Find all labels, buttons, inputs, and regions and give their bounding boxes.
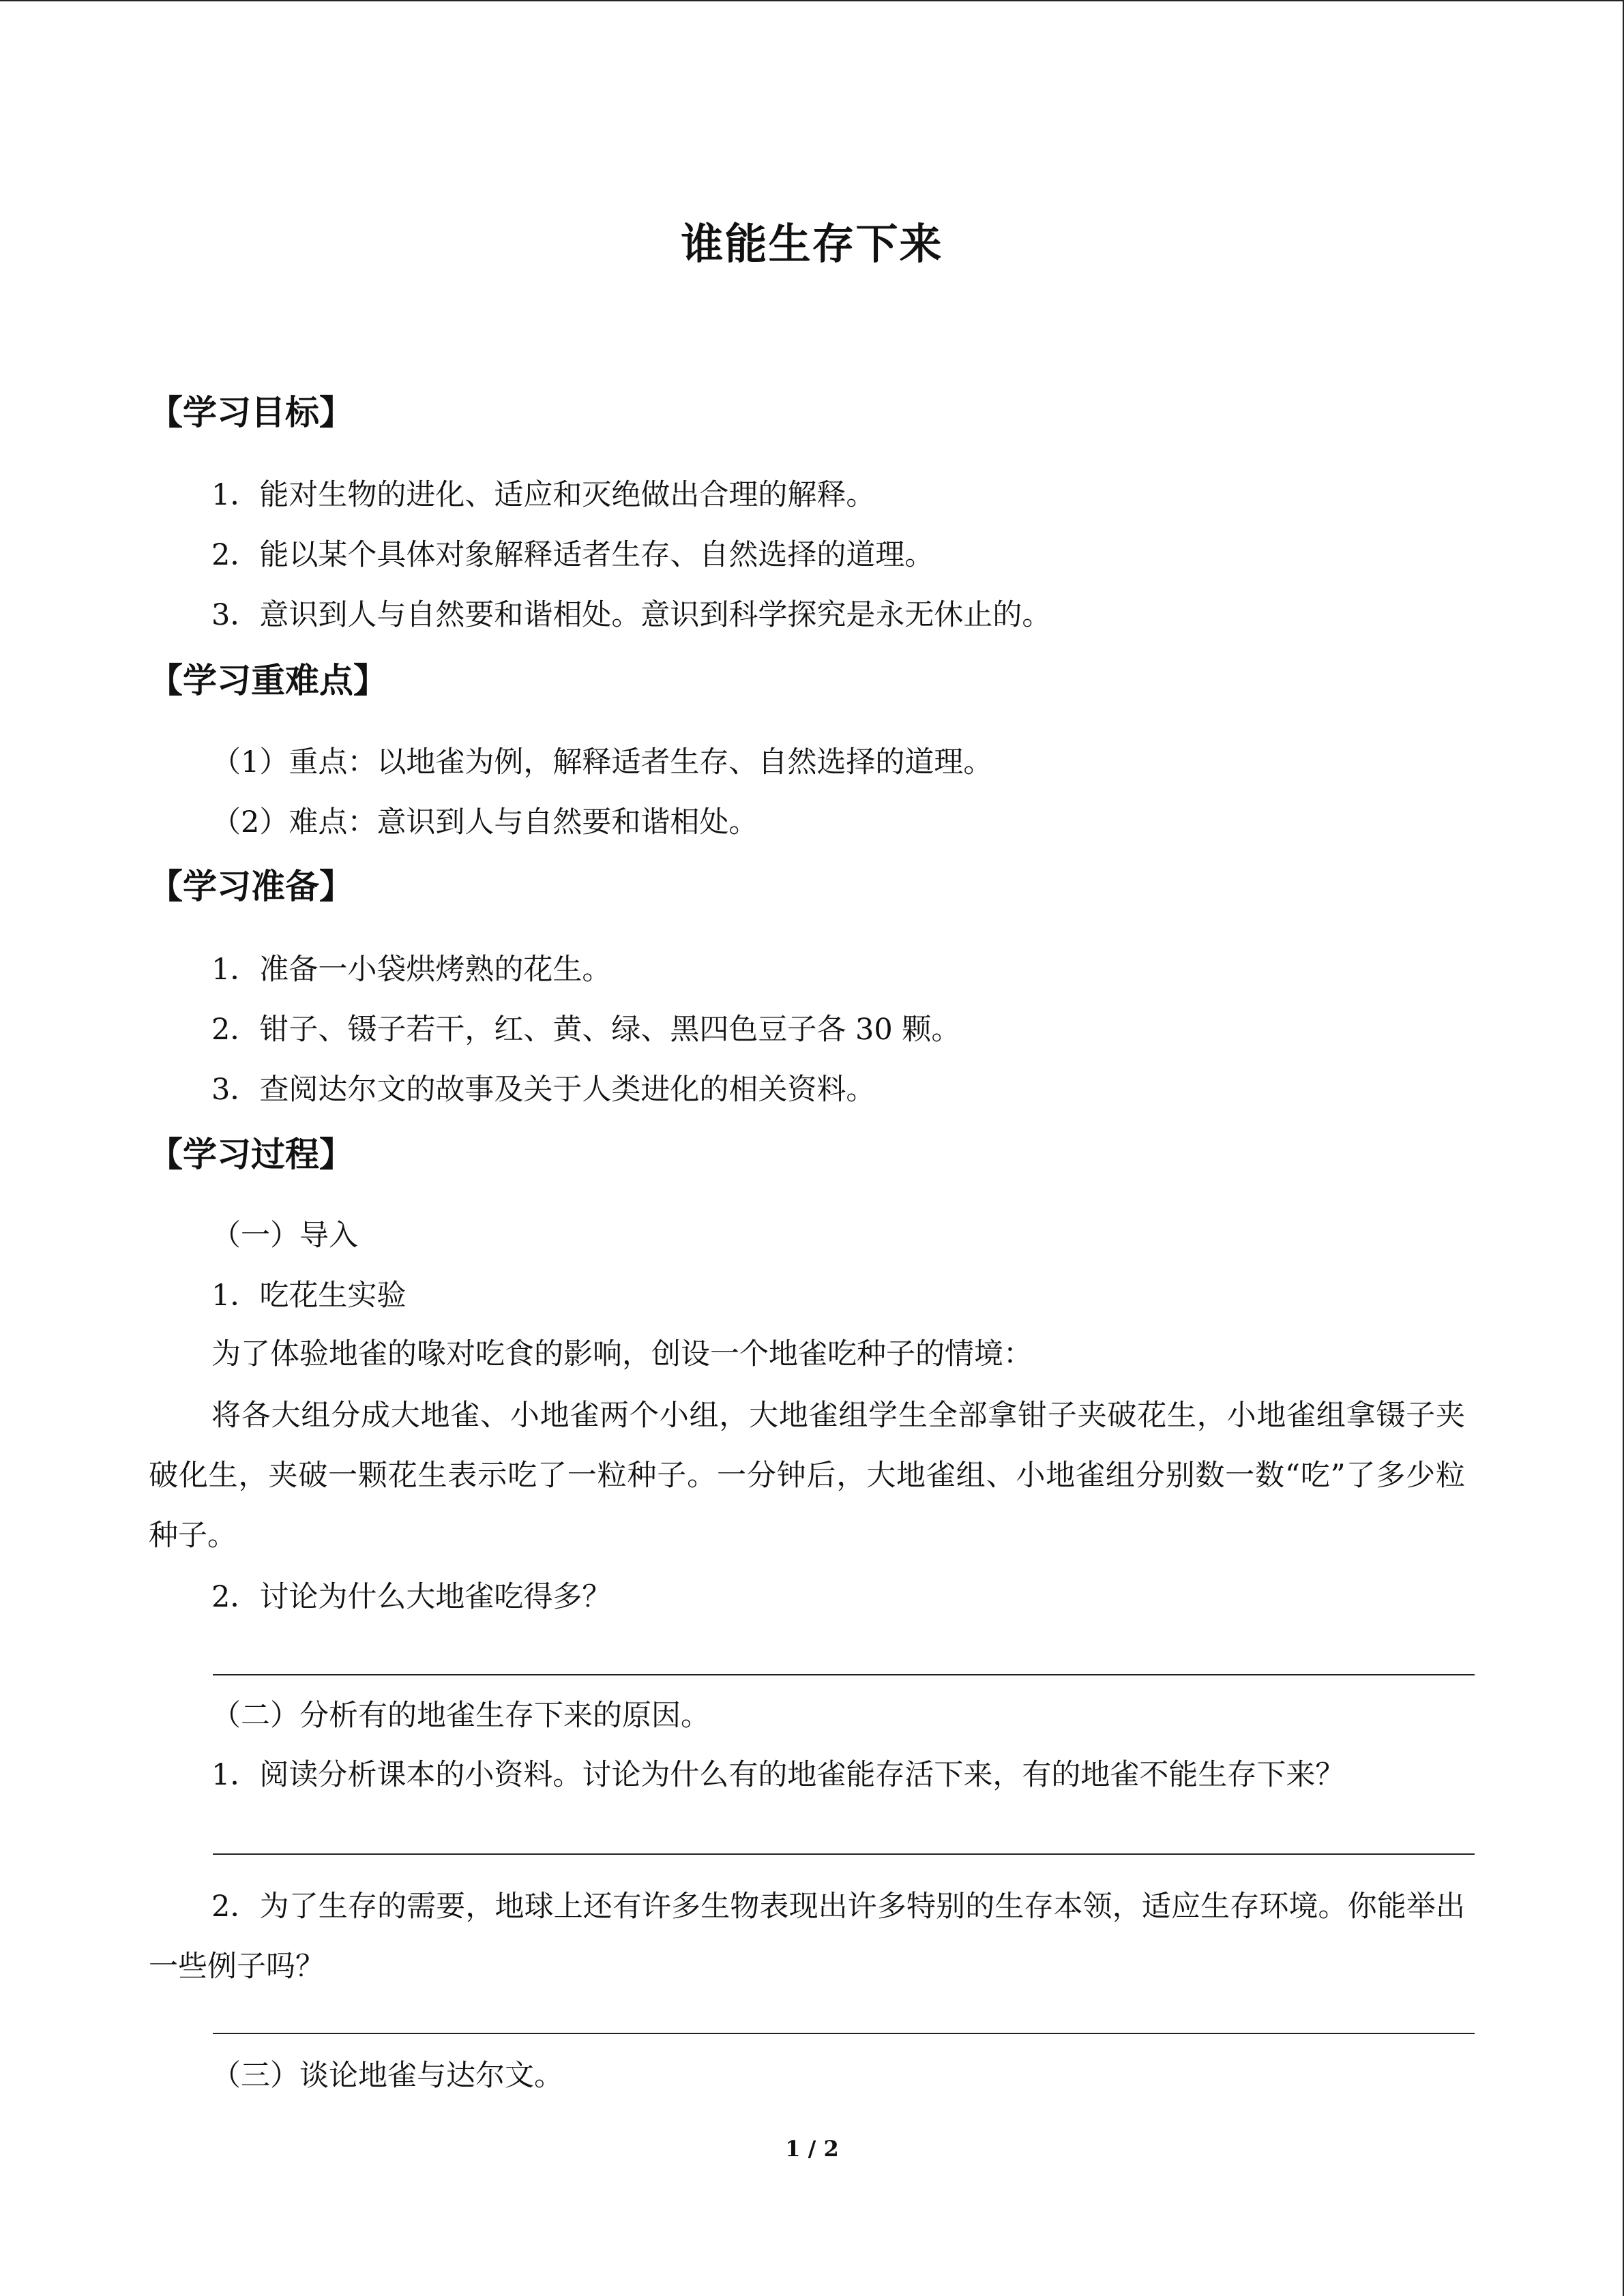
document-title: 谁能生存下来 — [681, 219, 943, 269]
goals-heading: 【学习目标】 — [149, 393, 353, 432]
key-point-item-2: （2）难点：意识到人与自然要和谐相处。 — [211, 805, 758, 839]
goal-item-2: 2．能以某个具体对象解释适者生存、自然选择的道理。 — [211, 538, 934, 572]
preparation-heading: 【学习准备】 — [149, 867, 353, 906]
step1-title: 1．吃花生实验 — [211, 1279, 407, 1313]
answer-line-3 — [213, 2033, 1475, 2034]
preparation-item-2: 2．钳子、镊子若干，红、黄、绿、黑四色豆子各 30 颗。 — [211, 1013, 961, 1047]
answer-line-2 — [213, 1853, 1475, 1855]
process-heading: 【学习过程】 — [149, 1135, 353, 1174]
preparation-item-1: 1．准备一小袋烘烤熟的花生。 — [211, 953, 612, 987]
step1-description: 为了体验地雀的喙对吃食的影响，创设一个地雀吃种子的情境： — [211, 1337, 1033, 1371]
step1-paragraph: 将各大组分成大地雀、小地雀两个小组，大地雀组学生全部拿钳子夹破花生，小地雀组拿镊子夹破化生，夹破一颗花生表示吃了一粒种子。一分钟后，大地雀组、小地雀组分别数一数“吃”了多少粒种子。 — [149, 1399, 1465, 1553]
goal-item-1: 1．能对生物的进化、适应和灭绝做出合理的解释。 — [211, 478, 876, 512]
preparation-item-3: 3．查阅达尔文的故事及关于人类进化的相关资料。 — [211, 1073, 876, 1107]
page-number: 1 / 2 — [785, 2136, 839, 2162]
part2-question-1: 1．阅读分析课本的小资料。讨论为什么有的地雀能存活下来，有的地雀不能生存下来？ — [211, 1758, 1345, 1792]
part2-question-2: 2．为了生存的需要，地球上还有许多生物表现出许多特别的生存本领，适应生存环境。你能举出一些例子吗？ — [149, 1890, 1465, 1984]
intro-title: （一）导入 — [211, 1219, 358, 1253]
part2-title: （二）分析有的地雀生存下来的原因。 — [211, 1699, 710, 1733]
key-points-heading: 【学习重难点】 — [149, 661, 387, 700]
step2-question: 2．讨论为什么大地雀吃得多？ — [211, 1580, 612, 1614]
answer-line-1 — [213, 1674, 1475, 1675]
goal-item-3: 3．意识到人与自然要和谐相处。意识到科学探究是永无休止的。 — [211, 598, 1052, 632]
part3-title: （三）谈论地雀与达尔文。 — [211, 2059, 563, 2093]
key-point-item-1: （1）重点：以地雀为例，解释适者生存、自然选择的道理。 — [211, 745, 993, 779]
